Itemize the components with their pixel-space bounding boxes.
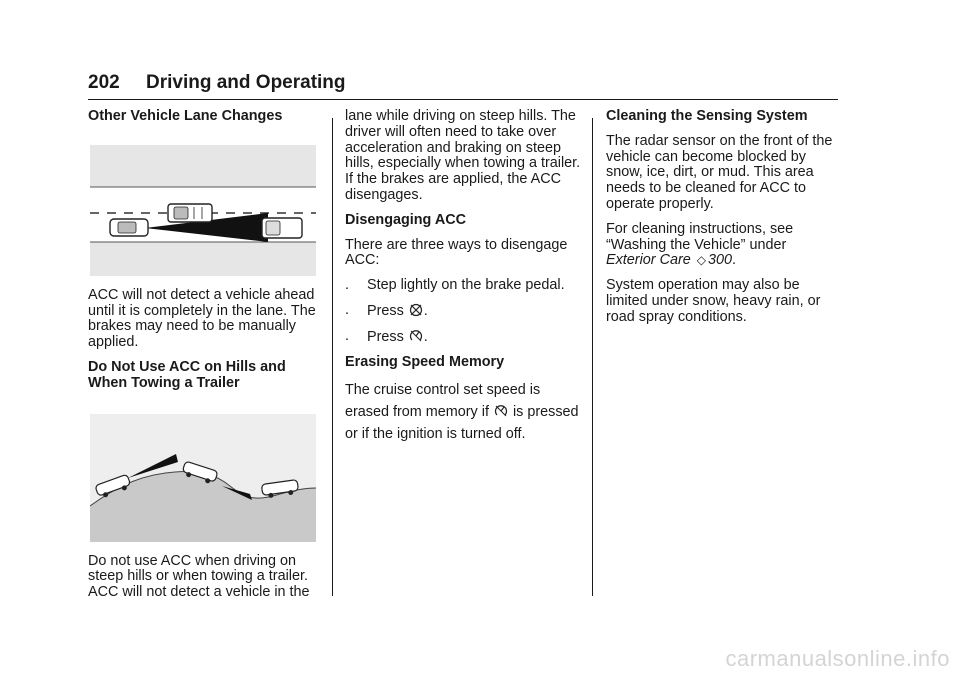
- bullet-marker: .: [345, 301, 349, 318]
- page-header: [88, 72, 838, 100]
- paragraph-system-operation: System operation may also be limited under snow, heavy rain, or road spray conditions.: [606, 277, 821, 325]
- bullet-marker: .: [345, 327, 349, 344]
- watermark: carmanualsonline.info: [725, 646, 950, 671]
- heading-disengaging-acc: Disengaging ACC: [345, 211, 466, 228]
- erasing-line-2: [345, 401, 583, 423]
- bullet-onoff-prefix: Press: [367, 328, 404, 345]
- bullet-brake-text: Step lightly on the brake pedal.: [367, 277, 565, 294]
- lane-change-illustration: [90, 145, 316, 276]
- lane-change-drawing: [90, 145, 316, 276]
- bullet-cancel-prefix: Press: [367, 302, 404, 319]
- heading-hills-trailer: Do Not Use ACC on Hills and When Towing a Trailer: [88, 358, 286, 391]
- paragraph-steep-hills: lane while driving on steep hills. The driver will often need to take over acceleration and braking on steep hills, especially when towing a trailer. If the brakes are applied, the ACC disengages.: [345, 108, 581, 203]
- changing-truck: [168, 204, 212, 222]
- paragraph-lane-changes: ACC will not detect a vehicle ahead until it is completely in the lane. The brakes may need to be manually applied.: [88, 286, 316, 351]
- column-3: [606, 109, 838, 335]
- page-reference-icon: ◇: [696, 253, 707, 268]
- paragraph-hills: Do not use ACC when driving on steep hills or when towing a trailer. ACC will not detect a vehicle in the: [88, 552, 310, 601]
- section-title: Driving and Operating: [146, 72, 346, 93]
- erasing-pre: erased from memory if: [345, 404, 489, 421]
- erasing-line-3: or if the ignition is turned off.: [345, 426, 526, 443]
- column-divider-2: [592, 118, 593, 596]
- exterior-care-link[interactable]: Exterior Care: [606, 252, 691, 269]
- column-2: [345, 109, 583, 445]
- cruise-onoff-icon: [494, 404, 508, 418]
- bullet-onoff: [345, 329, 583, 346]
- bullet-cancel: [345, 303, 583, 320]
- header-rule: [88, 99, 838, 100]
- bullet-brake: [345, 278, 583, 294]
- erasing-post: is pressed: [512, 404, 579, 421]
- hills-drawing: [90, 414, 316, 542]
- column-divider-1: [332, 118, 333, 596]
- bullet-marker: .: [345, 277, 349, 294]
- page-reference-number[interactable]: 300: [708, 252, 733, 269]
- paragraph-three-ways: There are three ways to disengage ACC:: [345, 236, 568, 269]
- heading-cleaning: Cleaning the Sensing System: [606, 108, 808, 124]
- bullet-onoff-end: .: [423, 328, 428, 345]
- heading-erasing-speed: Erasing Speed Memory: [345, 353, 505, 370]
- cleaning-end: .: [732, 252, 737, 269]
- cleaning-see-text: For cleaning instructions, see “Washing the Vehicle” under: [606, 220, 794, 253]
- erasing-line-1: The cruise control set speed is: [345, 382, 541, 399]
- page-number: 202: [88, 72, 120, 93]
- paragraph-radar-sensor: The radar sensor on the front of the vehicle can become blocked by snow, ice, dirt, or mud. This area needs to be cleaned for ACC to operate properly.: [606, 132, 833, 212]
- own-vehicle: [110, 219, 148, 236]
- paragraph-erasing: [345, 379, 583, 445]
- cruise-cancel-icon: [409, 303, 423, 317]
- bullet-cancel-end: .: [423, 302, 428, 319]
- vehicle-ahead: [262, 218, 302, 238]
- hills-illustration: [90, 414, 316, 542]
- paragraph-cleaning-instructions: [606, 222, 838, 269]
- cruise-onoff-icon: [409, 329, 423, 343]
- heading-lane-changes: Other Vehicle Lane Changes: [88, 108, 283, 124]
- column-1: [88, 109, 323, 610]
